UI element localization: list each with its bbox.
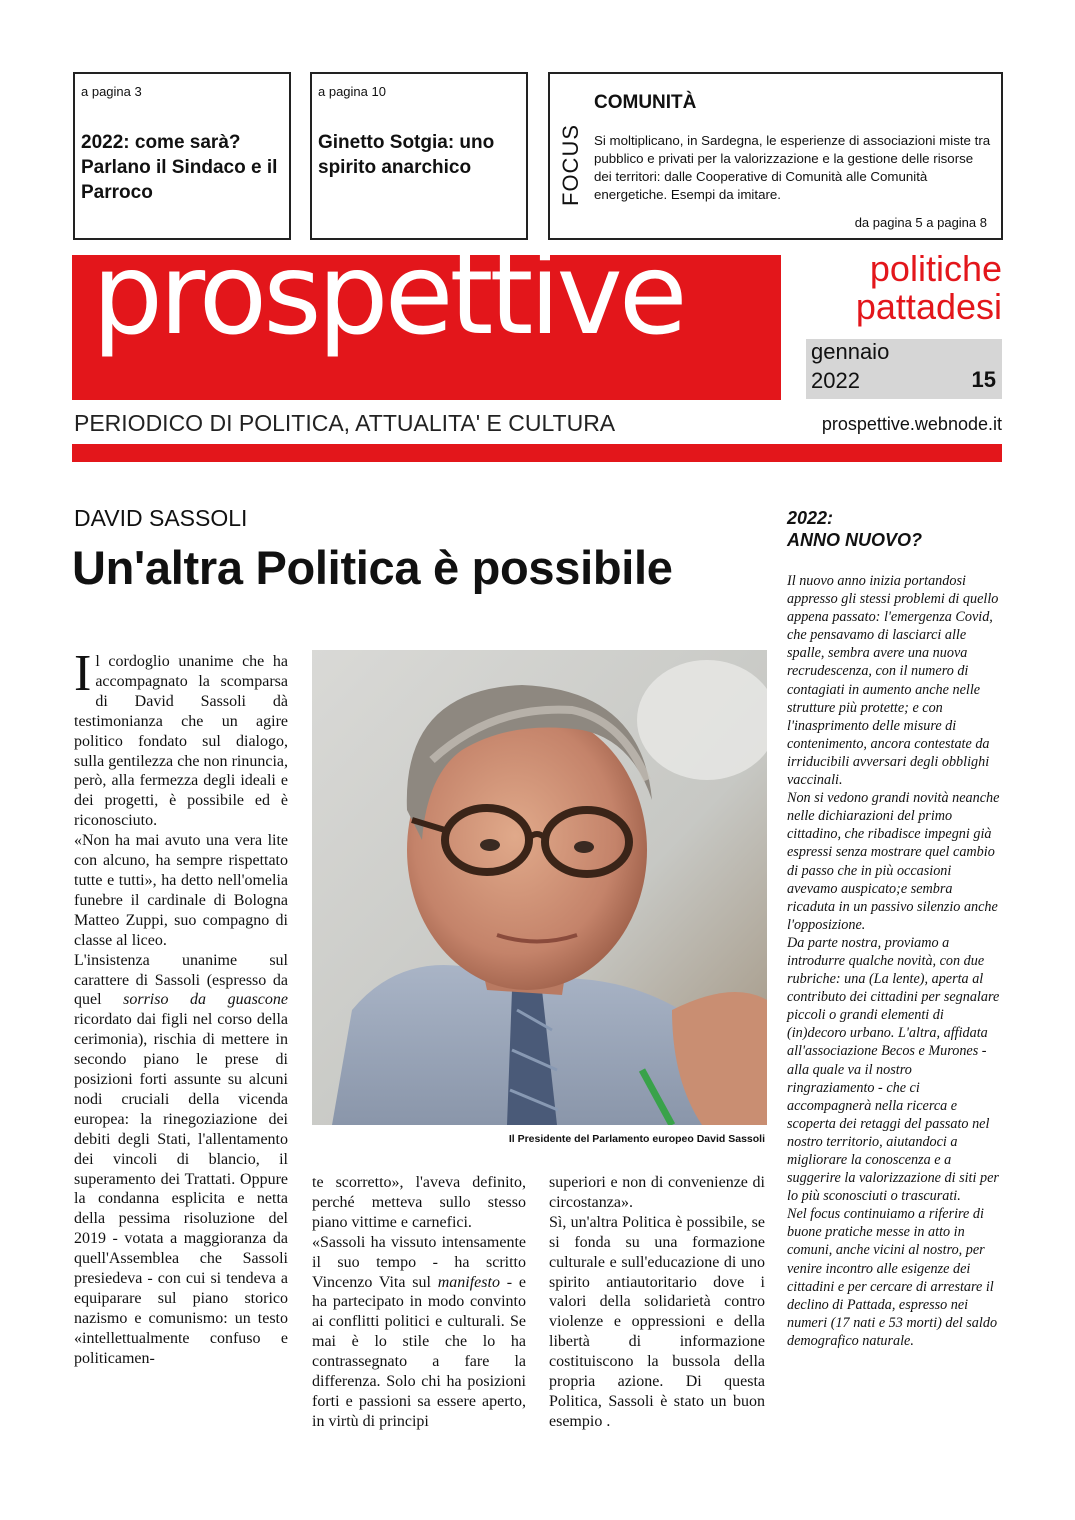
issue-month: gennaio [811, 339, 890, 364]
paragraph-text: L'insistenza unanime sul carattere di Sassoli (espresso da quel [74, 951, 288, 1009]
subtitle-line: politiche [869, 248, 1002, 289]
article-paragraph: Sì, un'altra Politica è possibile, se si fonda su una formazione culturale e sull'educazione di uno spirito antiautoritario dove i valori della solidarietà contro violenze e oppressioni e della libertà di informazione costituiscono la bussola della propria azione. Di questa Politica, Sassoli è stato un buon esempio . [549, 1213, 765, 1430]
emphasis-text: manifesto [437, 1273, 500, 1291]
article-column-2 [312, 1173, 526, 1432]
sassoli-photo [312, 650, 767, 1125]
issue-year: 2022 [811, 368, 860, 393]
teaser-title[interactable]: 2022: come sarà? Parlano il Sindaco e il Parroco [81, 132, 278, 203]
sidebar-paragraph: Non si vedono grandi novità neanche nelle dichiarazioni del primo cittadino, che ribadisce impegni già espressi senza mostrare quel cambio di passo che in più occasioni avevamo auspicato;e sembra ricaduta in un passivo silenzio anche l'opposizione. [787, 790, 1000, 933]
photo-caption: Il Presidente del Parlamento europeo David Sassoli [508, 1133, 765, 1145]
article-paragraph [74, 645, 288, 831]
portrait-illustration [312, 650, 767, 1125]
teaser-kicker: a pagina 3 [81, 84, 142, 99]
article-paragraph: «Non ha mai avuto una vera lite con alcuno, ha sempre rispettato tutte e tutti», ha detto nell'omelia funebre il cardinale di Bologna Matteo Zuppi, suo compagno di classe al liceo. [74, 832, 288, 949]
paragraph-text: ricordato dai figli nel corso della cerimonia), rischia di mettere in secondo piano le prese di posizioni forti assunte su alcuni nodi cruciali della vicenda europea: la rinegoziazione dei debiti degli Stati, l'allentamento dei vincoli di blancio, il superamento dei Trattati. Oppure la condanna esplicita e netta della pessima risoluzione del 2019 - votata a maggioranza da quell'Assemblea che Sassoli presiedeva - con cui si tendeva a equiparare sul piano storico nazismo e comunismo: un testo «intellettualmente confuso e politicamen- [74, 1011, 288, 1367]
paragraph-text: - e ha partecipato in modo convinto ai conflitti politici e culturali. Se mai è lo stile che lo ha contrassegnato a fare la differenza. Solo chi ha posizioni forti e passioni sa essere aperto, in virtù di principi [312, 1273, 526, 1430]
sidebar-title-line: ANNO NUOVO? [787, 530, 922, 550]
sidebar-title [787, 507, 922, 551]
tagline: PERIODICO DI POLITICA, ATTUALITA' E CULTURA [74, 410, 616, 436]
teaser-box-2[interactable] [310, 72, 528, 240]
article-column-3 [549, 1173, 765, 1432]
emphasis-text: sorriso da guascone [123, 991, 289, 1009]
teaser-title[interactable]: Ginetto Sotgia: uno spirito anarchico [318, 132, 495, 178]
focus-label: FOCUS [558, 124, 583, 206]
article-kicker: DAVID SASSOLI [74, 505, 248, 531]
sidebar-title-line: 2022: [787, 508, 834, 528]
drop-cap: I [74, 645, 92, 702]
focus-pages: da pagina 5 a pagina 8 [854, 215, 987, 230]
subtitle-line: pattadesi [855, 286, 1002, 327]
paragraph-text: «Sassoli ha vissuto intensamente il suo tempo - ha scritto Vincenzo Vita sul [312, 1233, 526, 1291]
sidebar-body [787, 572, 1002, 1350]
masthead-subtitle [790, 250, 1002, 326]
focus-box[interactable] [548, 72, 1003, 240]
sidebar-paragraph: Il nuovo anno inizia portandosi appresso gli stessi problemi di quello appena passato: l'emergenza Covid, che pensavamo di lasciarci alle spalle, sembra avere una nuova recrudescenza, con il numero di contagiati in aumento anche nelle strutture più protette; e con l'inasprimento delle misure di contenimento, ancora contestate da irriducibili avversari degli obblighi vaccinali. [787, 573, 999, 789]
issue-number: 15 [971, 367, 996, 392]
article-column-1 [74, 645, 289, 1369]
article-paragraph: te scorretto», l'aveva definito, perché metteva sullo stesso piano vittime e carnefici. [312, 1174, 526, 1231]
teaser-box-1[interactable] [73, 72, 291, 240]
sidebar-paragraph: Nel focus continuiamo a riferire di buone pratiche messe in atto in comuni, anche vicini al nostro, per venire incontro alle esigenze dei cittadini e per cercare di arrestare il declino di Pattada, espresso nei numeri (17 nati e 53 morti) del saldo demografico naturale. [787, 1206, 998, 1349]
focus-text: Si moltiplicano, in Sardegna, le esperienze di associazioni miste tra pubblico e privati per la valorizzazione e la gestione delle risorse dei territori: dalle Cooperative di Comunità alle Comunità energetiche. Esempi da imitare. [594, 133, 991, 202]
website-link[interactable]: prospettive.webnode.it [821, 414, 1002, 434]
article-headline: Un'altra Politica è possibile [72, 541, 673, 594]
teaser-kicker: a pagina 10 [318, 84, 386, 99]
paragraph-text: l cordoglio unanime che ha accompagnato la scomparsa di David Sassoli dà testimonianza che un agire politico fondato sul dialogo, sulla gentilezza che non rinuncia, però, alla fermezza degli ideali e dei progetti, è possibile ed è riconosciuto. [74, 653, 288, 830]
focus-title: COMUNITÀ [594, 92, 697, 113]
article-paragraph: superiori e non di convenienze di circostanza». [549, 1174, 765, 1211]
separator-bar [72, 444, 1002, 462]
issue-box [806, 339, 1002, 399]
masthead-title: prospettive [92, 230, 684, 360]
sidebar-paragraph: Da parte nostra, proviamo a introdurre qualche novità, con due rubriche: una (La lente), aperta al contributo dei cittadini per segnalare piccoli o grandi elementi di (in)decoro urbano. L'altra, affidata all'associazione Becos e Murones - alla quale va il nostro ringraziamento - che ci accompagnerà nella ricerca e scoperta dei retaggi del passato nel nostro territorio, aiutandoci a migliorare la conoscenza e a suggerire la valorizzazione di siti per lo più sconosciuti o trascurati. [787, 934, 1000, 1205]
article-paragraph [74, 951, 288, 1369]
article-paragraph [312, 1233, 526, 1432]
